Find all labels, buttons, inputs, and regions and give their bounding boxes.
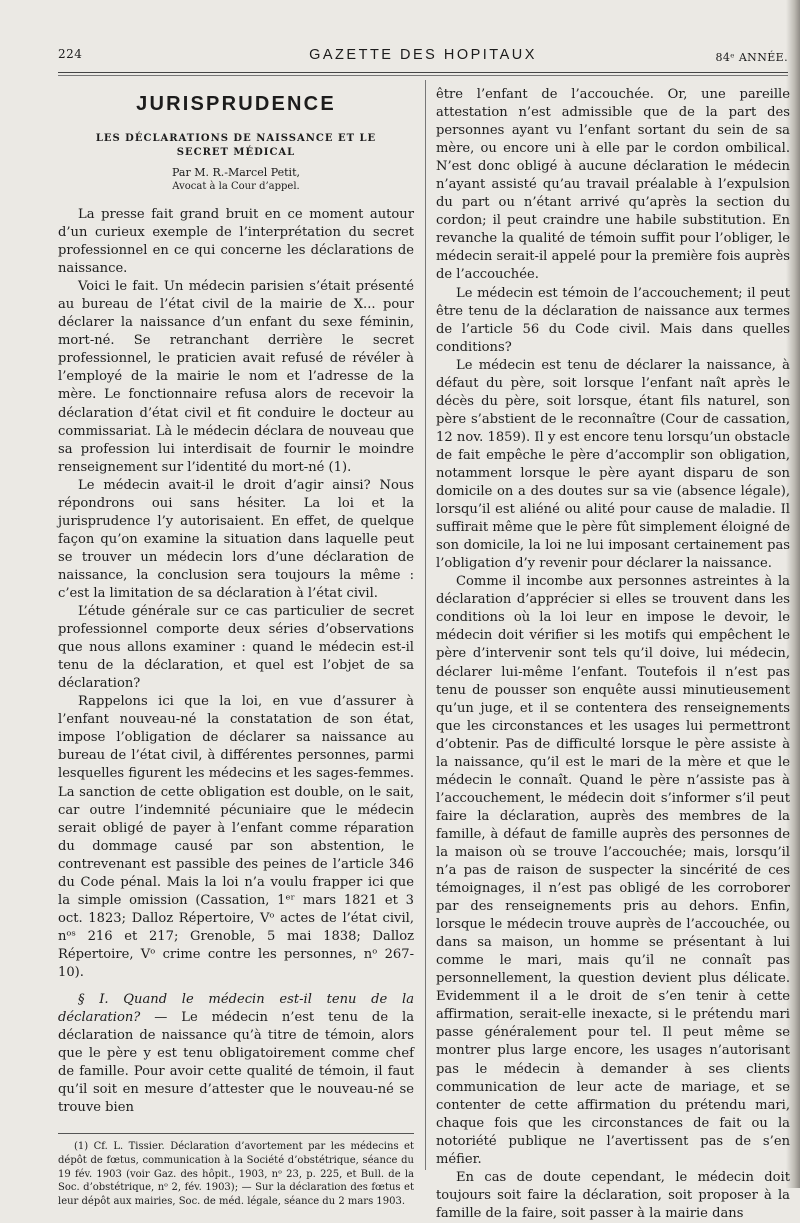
footnote: (1) Cf. L. Tissier. Déclaration d’avortement par les médecins et dépôt de fœtus, communication à la Société d’obstétrique, séance du 19 fév. 1903 (voir Gaz. des hôpit., 1903, nᵒ 23, p. 225, et Bull. de la Soc. d’obstétrique, nᵒ 2, fév. 1903); — Sur la déclaration des fœtus et leur dépôt aux mairies, Soc. de méd. légale, séance du 2 mars 1903. — [58, 1141, 414, 1207]
subsection-text: — Le médecin n’est tenu de la déclaration de naissance qu’à titre de témoin, alors que le père y est tenu obligatoirement comme chef de famille. Pour avoir cette qualité de témoin, il faut qu’il soit en mesure d’attester que le nouveau-né se trouve bien — [58, 1010, 414, 1116]
journal-title: GAZETTE DES HOPITAUX — [309, 47, 537, 63]
paragraph: Rappelons ici que la loi, en vue d’assurer à l’enfant nouveau-né la constatation de son état, impose l’obligation de déclarer sa naissance au bureau de l’état civil, à différentes personnes, parmi lesquelles figurent les médecins et les sages-femmes. La sanction de cette obligation est double, on le sait, car outre l’indemnité pécuniaire que le médecin serait obligé de payer à l’enfant comme réparation du dommage causé par son abstention, le contrevenant est passible des peines de l’article 346 du Code pénal. Mais la loi n’a voulu frapper ici que la simple omission (Cassation, 1ᵉʳ mars 1821 et 3 oct. 1823; Dalloz Répertoire, Vᵒ actes de l’état civil, nᵒˢ 216 et 217; Grenoble, 5 mai 1838; Dalloz Répertoire, Vᵒ crime contre les personnes, nᵒ 267-10). — [58, 694, 414, 980]
paragraph: L’étude générale sur ce cas particulier de secret professionnel comporte deux séries d’observations que nous allons examiner : quand le médecin est-il tenu de la déclaration, et quel est l’objet de sa déclaration? — [58, 604, 414, 692]
paragraph: La presse fait grand bruit en ce moment autour d’un curieux exemple de l’interprétation du secret professionnel en ce qui concerne les déclarations de naissance. — [58, 207, 414, 277]
paragraph: Le médecin est tenu de déclarer la naissance, à défaut du père, soit lorsque l’enfant naît après le décès du père, soit lorsque, étant fils naturel, son père s’abstient de le reconnaître (Cour de cassation, 12 nov. 1859). Il y est encore tenu lorsqu’un obstacle de fait empêche le père d’accomplir son obligation, notamment lorsque le père ayant disparu de son domicile on a des doutes sur sa vie (absence légale), lorsqu’il est aliéné ou alité pour cause de maladie. Il suffirait même que le père fût simplement éloigné de son domicile, la loi ne lui imposant certainement pas l’obligation d’y revenir pour déclarer la naissance. — [436, 357, 790, 572]
running-header — [58, 47, 788, 71]
section-paragraph — [58, 991, 414, 1117]
paragraph: Le médecin est témoin de l’accouchement; il peut être tenu de la déclaration de naissance aux termes de l’article 56 du Code civil. Mais dans quelles conditions? — [436, 285, 790, 355]
article-byline: Par M. R.-Marcel Petit, — [171, 166, 300, 179]
paragraph: Comme il incombe aux personnes astreintes à la déclaration d’apprécier si elles se trouvent dans les conditions où la loi leur en impose le devoir, le médecin doit vérifier si les motifs qui empêchent le père d’intervenir sont tels qu’il doive, lui médecin, déclarer lui-même l’enfant. Toutefois il n’est pas tenu de pousser son enquête aussi minutieusement qu’un juge, et il se contentera des renseignements que les circonstances et les usages lui permettront d’obtenir. Pas de difficulté lorsque le père assiste à la naissance, qu’il est le mari de la mère et que le médecin le connaît. Quand le père n’assiste pas à l’accouchement, le médecin doit s’informer s’il peut faire la déclaration, auprès des membres de la famille, à défaut de famille auprès des personnes de la maison où se trouve l’accouchée; mais, lorsqu’il n’a pas de raison de suspecter la sincérité de ces témoignages, il n’est pas obligé de les corroborer par des renseignements pris au dehors. Enfin, lorsque le médecin trouve auprès de l’accouchée, ou dans sa maison, un homme se présentant à lui comme le mari, mais qu’il ne connaît pas personnellement, la question devient plus délicate. Evidemment il a le droit de s’en tenir à cette affirmation, serait-elle inexacte, si le prétendu mari passe généralement pour tel. Il peut même se montrer plus large encore, les usages n’autorisant pas le médecin à demander à ses clients communication de leur acte de mariage, et se contenter de cette affirmation du prétendu mari, chaque fois que les circonstances de fait ou la notoriété publique ne l’avertissent pas de s’en méfier. — [436, 574, 790, 1167]
left-column — [58, 86, 414, 1208]
paragraph: être l’enfant de l’accouchée. Or, une pareille attestation n’est admissible que de la part des personnes ayant vu l’enfant sortant du sein de sa mère, ou encore uni à elle par le cordon ombilical. N’est donc obligé à aucune déclaration le médecin n’ayant assisté qu’au travail préalable à l’expulsion du part ou n’étant arrivé qu’après la section du cordon; il peut craindre une habile substitution. En revanche la qualité de témoin suffit pour l’obliger, le médecin serait-il appelé pour la première fois auprès de l’accouchée. — [436, 87, 790, 283]
footnote-rule — [58, 1133, 414, 1134]
header-rule — [58, 72, 788, 76]
author-affiliation: Avocat à la Cour d’appel. — [172, 181, 300, 192]
article-title: LES DÉCLARATIONS DE NAISSANCE ET LE SECRET MÉDICAL — [95, 133, 377, 158]
paragraph: En cas de doute cependant, le médecin doit toujours soit faire la déclaration, soit proposer à la famille de la faire, soit passer à la mairie dans — [436, 1169, 790, 1221]
paragraph: Voici le fait. Un médecin parisien s’était présenté au bureau de l’état civil de la mairie de X... pour déclarer la naissance d’un enfant du sexe féminin, mort-né. Se retranchant derrière le secret professionnel, le praticien avait refusé de révéler à l’employé de la mairie le nom et l’adresse de la mère. Le fonctionnaire refusa alors de recevoir la déclaration d’état civil et fit conduire le docteur au commissariat. Là le médecin déclara de nouveau que sa profession lui interdisait de fournir le moindre renseignement sur l’identité du mort-né (1). — [58, 279, 414, 475]
page-number: 224 — [58, 47, 83, 61]
right-column — [436, 86, 790, 1223]
paragraph: Le médecin avait-il le droit d’agir ainsi? Nous répondrons oui sans hésiter. La loi et la jurisprudence l’y autorisaient. En effet, de quelque façon qu’on examine la situation dans laquelle peut se trouver un médecin lors d’une déclaration de naissance, la conclusion sera toujours la même : c’est la limitation de sa déclaration à l’état civil. — [58, 477, 414, 601]
subsection-heading: § I. Quand le médecin est-il tenu de la déclaration? — [58, 992, 414, 1026]
section-title: JURISPRUDENCE — [136, 93, 336, 115]
column-divider — [425, 80, 426, 1170]
volume-year: 84ᵉ ANNÉE. — [715, 51, 788, 64]
